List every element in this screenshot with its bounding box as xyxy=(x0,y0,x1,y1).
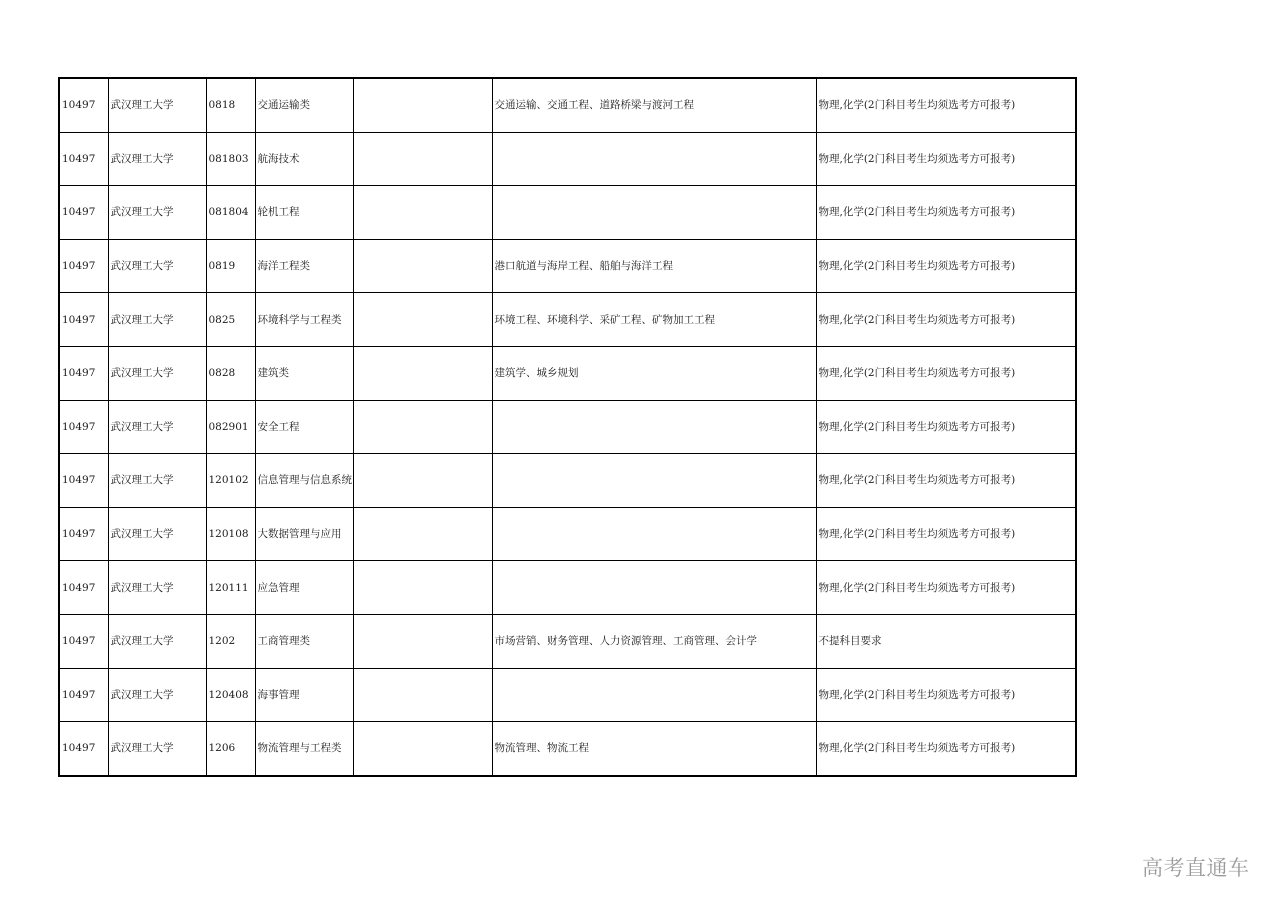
major-code-cell: 0828 xyxy=(206,346,255,400)
included-majors-cell: 环境工程、环境科学、采矿工程、矿物加工工程 xyxy=(492,293,816,347)
subject-requirement-cell: 物理,化学(2门科目考生均须选考方可报考) xyxy=(816,561,1076,615)
subject-requirements-table xyxy=(58,77,1077,777)
watermark-text: 高考直通车 xyxy=(1142,856,1250,880)
school-name-cell: 武汉理工大学 xyxy=(108,561,206,615)
major-name-cell: 大数据管理与应用 xyxy=(255,507,353,561)
school-code-cell: 10497 xyxy=(59,239,108,293)
subject-requirement-cell: 物理,化学(2门科目考生均须选考方可报考) xyxy=(816,454,1076,508)
subject-requirement-cell: 物理,化学(2门科目考生均须选考方可报考) xyxy=(816,132,1076,186)
school-name-cell: 武汉理工大学 xyxy=(108,722,206,776)
empty-cell xyxy=(353,400,492,454)
included-majors-cell xyxy=(492,561,816,615)
major-name-cell: 环境科学与工程类 xyxy=(255,293,353,347)
major-code-cell: 120408 xyxy=(206,668,255,722)
school-name-cell: 武汉理工大学 xyxy=(108,186,206,240)
table-row xyxy=(59,132,1076,186)
empty-cell xyxy=(353,454,492,508)
included-majors-cell: 物流管理、物流工程 xyxy=(492,722,816,776)
subject-requirement-cell: 物理,化学(2门科目考生均须选考方可报考) xyxy=(816,507,1076,561)
table-row xyxy=(59,507,1076,561)
included-majors-cell xyxy=(492,507,816,561)
subject-requirement-cell: 不提科目要求 xyxy=(816,614,1076,668)
school-code-cell: 10497 xyxy=(59,293,108,347)
table-row xyxy=(59,668,1076,722)
empty-cell xyxy=(353,507,492,561)
included-majors-cell: 建筑学、城乡规划 xyxy=(492,346,816,400)
included-majors-cell xyxy=(492,186,816,240)
table-row xyxy=(59,186,1076,240)
major-code-cell: 0818 xyxy=(206,78,255,132)
school-code-cell: 10497 xyxy=(59,186,108,240)
major-code-cell: 120108 xyxy=(206,507,255,561)
subject-requirement-cell: 物理,化学(2门科目考生均须选考方可报考) xyxy=(816,400,1076,454)
empty-cell xyxy=(353,722,492,776)
major-code-cell: 081803 xyxy=(206,132,255,186)
major-name-cell: 海事管理 xyxy=(255,668,353,722)
school-name-cell: 武汉理工大学 xyxy=(108,78,206,132)
subject-requirement-cell: 物理,化学(2门科目考生均须选考方可报考) xyxy=(816,668,1076,722)
empty-cell xyxy=(353,293,492,347)
school-name-cell: 武汉理工大学 xyxy=(108,346,206,400)
school-code-cell: 10497 xyxy=(59,400,108,454)
major-code-cell: 1206 xyxy=(206,722,255,776)
school-code-cell: 10497 xyxy=(59,454,108,508)
subject-requirement-cell: 物理,化学(2门科目考生均须选考方可报考) xyxy=(816,722,1076,776)
table-row xyxy=(59,239,1076,293)
table-row xyxy=(59,293,1076,347)
table-body xyxy=(59,78,1076,776)
subject-requirement-cell: 物理,化学(2门科目考生均须选考方可报考) xyxy=(816,186,1076,240)
school-code-cell: 10497 xyxy=(59,722,108,776)
major-code-cell: 081804 xyxy=(206,186,255,240)
major-name-cell: 信息管理与信息系统 xyxy=(255,454,353,508)
included-majors-cell: 市场营销、财务管理、人力资源管理、工商管理、会计学 xyxy=(492,614,816,668)
major-name-cell: 海洋工程类 xyxy=(255,239,353,293)
table-row xyxy=(59,454,1076,508)
school-name-cell: 武汉理工大学 xyxy=(108,454,206,508)
major-code-cell: 1202 xyxy=(206,614,255,668)
major-name-cell: 物流管理与工程类 xyxy=(255,722,353,776)
subject-requirement-cell: 物理,化学(2门科目考生均须选考方可报考) xyxy=(816,78,1076,132)
empty-cell xyxy=(353,346,492,400)
school-code-cell: 10497 xyxy=(59,507,108,561)
table-row xyxy=(59,561,1076,615)
school-name-cell: 武汉理工大学 xyxy=(108,132,206,186)
school-name-cell: 武汉理工大学 xyxy=(108,400,206,454)
subject-requirement-cell: 物理,化学(2门科目考生均须选考方可报考) xyxy=(816,346,1076,400)
major-name-cell: 建筑类 xyxy=(255,346,353,400)
school-code-cell: 10497 xyxy=(59,78,108,132)
included-majors-cell xyxy=(492,400,816,454)
school-name-cell: 武汉理工大学 xyxy=(108,507,206,561)
included-majors-cell xyxy=(492,132,816,186)
included-majors-cell: 交通运输、交通工程、道路桥梁与渡河工程 xyxy=(492,78,816,132)
table-row xyxy=(59,400,1076,454)
major-code-cell: 120102 xyxy=(206,454,255,508)
included-majors-cell xyxy=(492,454,816,508)
included-majors-cell xyxy=(492,668,816,722)
school-code-cell: 10497 xyxy=(59,346,108,400)
major-code-cell: 0825 xyxy=(206,293,255,347)
major-name-cell: 安全工程 xyxy=(255,400,353,454)
school-name-cell: 武汉理工大学 xyxy=(108,614,206,668)
empty-cell xyxy=(353,78,492,132)
empty-cell xyxy=(353,614,492,668)
school-name-cell: 武汉理工大学 xyxy=(108,293,206,347)
major-name-cell: 轮机工程 xyxy=(255,186,353,240)
major-name-cell: 工商管理类 xyxy=(255,614,353,668)
table-row xyxy=(59,614,1076,668)
subject-requirement-cell: 物理,化学(2门科目考生均须选考方可报考) xyxy=(816,239,1076,293)
table-row xyxy=(59,78,1076,132)
major-code-cell: 120111 xyxy=(206,561,255,615)
major-name-cell: 交通运输类 xyxy=(255,78,353,132)
major-code-cell: 082901 xyxy=(206,400,255,454)
empty-cell xyxy=(353,186,492,240)
empty-cell xyxy=(353,668,492,722)
school-name-cell: 武汉理工大学 xyxy=(108,239,206,293)
included-majors-cell: 港口航道与海岸工程、船舶与海洋工程 xyxy=(492,239,816,293)
empty-cell xyxy=(353,561,492,615)
empty-cell xyxy=(353,132,492,186)
table-row xyxy=(59,722,1076,776)
major-name-cell: 航海技术 xyxy=(255,132,353,186)
school-code-cell: 10497 xyxy=(59,668,108,722)
empty-cell xyxy=(353,239,492,293)
school-code-cell: 10497 xyxy=(59,614,108,668)
school-code-cell: 10497 xyxy=(59,132,108,186)
school-code-cell: 10497 xyxy=(59,561,108,615)
major-code-cell: 0819 xyxy=(206,239,255,293)
subject-requirement-cell: 物理,化学(2门科目考生均须选考方可报考) xyxy=(816,293,1076,347)
major-name-cell: 应急管理 xyxy=(255,561,353,615)
table-row xyxy=(59,346,1076,400)
school-name-cell: 武汉理工大学 xyxy=(108,668,206,722)
